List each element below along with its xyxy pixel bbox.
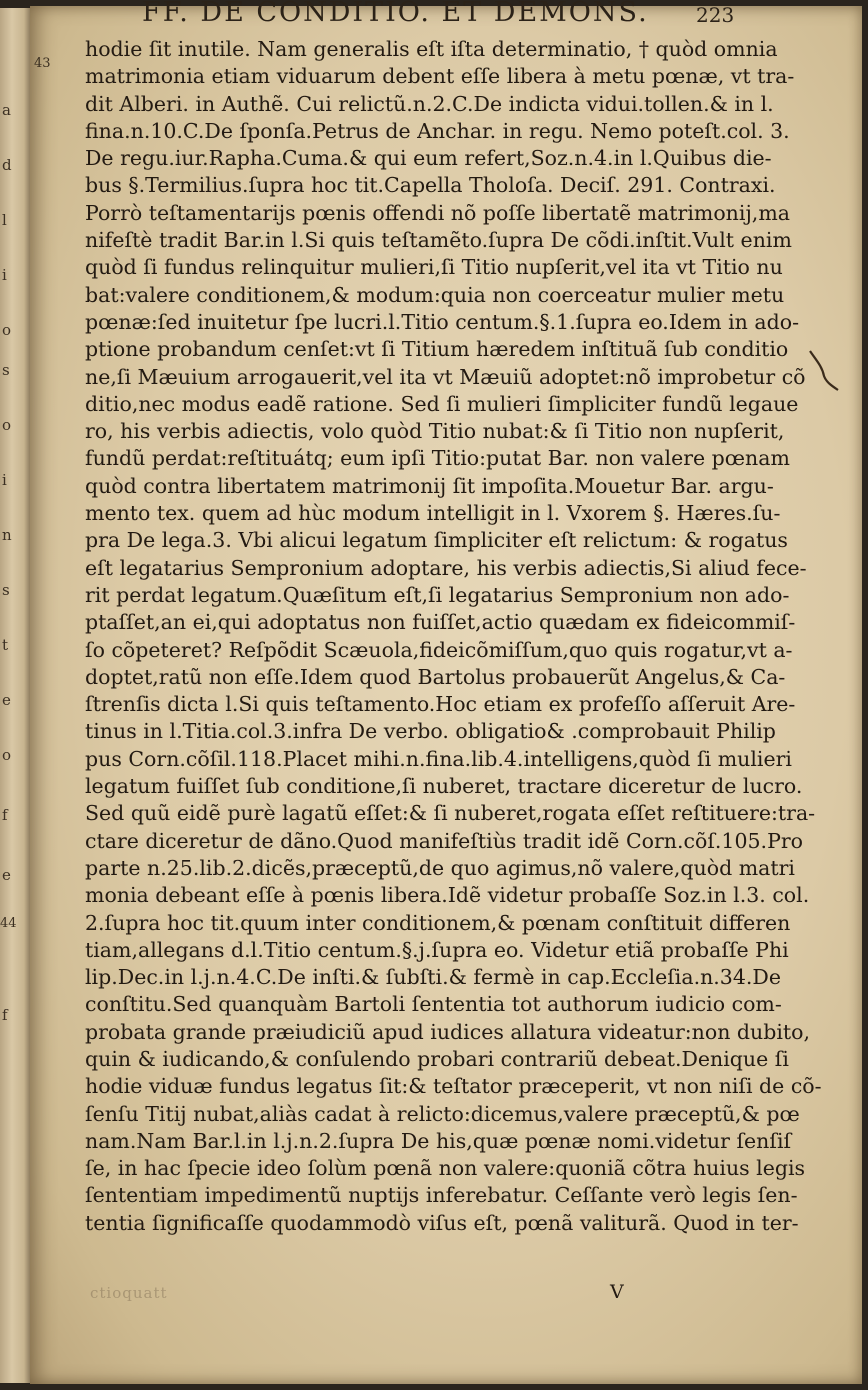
text-line: lip.Dec.in l.j.n.4.C.De inſti.& ſubſti.& fermè in cap.Eccleſia.n.34.De [85, 965, 781, 990]
gutter-char: d [2, 156, 12, 174]
text-line: Porrò teſtamentarijs pœnis offendi nõ poſſe libertatẽ matrimonij,ma [85, 200, 790, 225]
gutter-char: n [2, 526, 12, 544]
text-line: 2.ſupra hoc tit.quum inter conditionem,& pœnam conſtituit differen [85, 910, 791, 935]
gutter-char: e [2, 691, 11, 709]
text-line: De regu.iur.Rapha.Cuma.& qui eum refert,Soz.n.4.in l.Quibus die- [85, 146, 772, 171]
text-line: conſtitu.Sed quanquàm Bartoli ſententia tot authorum iudicio com- [85, 992, 782, 1017]
text-line: ſe, in hac ſpecie ideo ſolùm pœnã non valere:quoniã cõtra huius legis [85, 1156, 806, 1181]
text-line: nam.Nam Bar.l.in l.j.n.2.ſupra De his,quæ pœnæ nomi.videtur ſenſiſ [85, 1128, 792, 1153]
text-line: pœnæ:ſed inuitetur ſpe lucri.l.Titio centum.§.1.ſupra eo.Idem in ado- [85, 309, 800, 334]
text-line: parte n.25.lib.2.dicẽs,præceptũ,de quo agimus,nõ valere,quòd matri [85, 855, 795, 880]
text-line: bus §.Termilius.ſupra hoc tit.Capella Tholoſa. Deciſ. 291. Contraxi. [85, 173, 776, 198]
text-line: rit perdat legatum.Quæſitum eſt,ſi legatarius Sempronium non ado- [85, 582, 790, 607]
gutter-char: l [2, 211, 7, 229]
text-line: hodie ſit inutile. Nam generalis eſt iſta determinatio, † quòd omnia [85, 37, 778, 61]
gutter-char: t [2, 636, 9, 654]
text-line: doptet,ratũ non eſſe.Idem quod Bartolus probauerũt Angelus,& Ca- [85, 664, 786, 689]
gutter-char: o [2, 321, 12, 339]
text-line: quòd contra libertatem matrimonij ſit impoſita.Mouetur Bar. argu- [85, 473, 774, 498]
text-line: fina.n.10.C.De ſponſa.Petrus de Anchar. in regu. Nemo poteſt.col. 3. [85, 118, 790, 143]
text-line: eſt legatarius Sempronium adoptare, his verbis adiectis,Si aliud fece- [85, 555, 807, 580]
text-line: ſo cõpeteret? Reſpõdit Scæuola,fideicõmiſſum,quo quis rogatur,vt a- [85, 637, 793, 662]
text-line: probata grande præiudiciũ apud iudices allatura videatur:non dubito, [85, 1019, 811, 1044]
text-line: bat:valere conditionem,& modum:quia non coerceatur mulier metu [85, 282, 785, 307]
text-line: tentia ſignificaſſe quodammodò viſus eſt, pœnã valiturã. Quod in ter- [85, 1210, 799, 1235]
gutter-char: a [2, 101, 11, 119]
text-line: ne,ſi Mæuium arrogauerit,vel ita vt Mæuiũ adoptet:nõ improbetur cõ [85, 364, 806, 389]
text-line: hodie viduæ fundus legatus ſit:& teſtator præceperit, vt non niſi de cõ- [85, 1074, 822, 1099]
gutter-char: f [2, 806, 8, 824]
text-line: ro, his verbis adiectis, volo quòd Titio nubat:& ſi Titio non nupſerit, [85, 419, 785, 444]
margin-note-43: 43 [34, 56, 51, 71]
text-line: quòd ſi fundus relinquitur mulieri,ſi Titio nupſerit,vel ita vt Titio nu [85, 255, 783, 280]
text-line: tinus in l.Titia.col.3.infra De verbo. obligatio& .comprobauit Philip [85, 719, 776, 744]
signature-mark: V [610, 1281, 624, 1303]
text-line: tiam,allegans d.l.Titio centum.§.j.ſupra eo. Videtur etiã probaſſe Phi [85, 937, 789, 962]
gutter-char: e [2, 866, 11, 884]
gutter-char: o [2, 746, 12, 764]
left-page-edge [0, 8, 31, 1383]
text-line: ctare diceretur de dãno.Quod manifeſtiùs tradit idẽ Corn.cõſ.105.Pro [85, 828, 804, 853]
body-text [85, 36, 822, 1237]
text-line: Sed quũ eidẽ purè lagatũ eſſet:& ſi nuberet,rogata eſſet reſtituere:tra- [85, 801, 816, 826]
faded-offset-text: ctioquatt [90, 1284, 168, 1302]
gutter-char: s [2, 361, 10, 379]
text-line: nifeſtè tradit Bar.in l.Si quis teſtamẽto.ſupra De cõdi.inſtit.Vult enim [85, 228, 792, 253]
margin-note-44: 44 [0, 916, 17, 931]
text-line: pra De lega.3. Vbi alicui legatum ſimpliciter eſt relictum: & rogatus [85, 528, 788, 553]
text-line: mento tex. quem ad hùc modum intelligit in l. Vxorem §. Hæres.ſu- [85, 501, 781, 526]
text-line: pus Corn.cõſil.118.Placet mihi.n.fina.lib.4.intelligens,quòd ſi mulieri [85, 746, 792, 771]
text-line: matrimonia etiam viduarum debent eſſe libera à metu pœnæ, vt tra- [85, 64, 795, 89]
text-line: ſententiam impedimentũ nuptijs inferebatur. Ceſſante verò legis ſen- [85, 1183, 798, 1208]
gutter-char: s [2, 581, 10, 599]
text-line: legatum fuiſſet ſub conditione,ſi nuberet, tractare diceretur de lucro. [85, 774, 803, 799]
gutter-char: i [2, 266, 7, 284]
text-line: ſenſu Titij nubat,aliàs cadat à relicto:dicemus,valere præceptũ,& pœ [85, 1101, 800, 1126]
text-line: monia debeant eſſe à pœnis libera.Idẽ videtur probaſſe Soz.in l.3. col. [85, 883, 810, 908]
text-line: dit Alberi. in Authẽ. Cui relictũ.n.2.C.De indicta vidui.tollen.& in l. [85, 91, 774, 116]
gutter-char: f [2, 1006, 8, 1024]
text-line: fundũ perdat:reſtituátq; eum ipſi Titio:putat Bar. non valere pœnam [85, 446, 790, 471]
text-line: quin & iudicando,& conſulendo probari contrariũ debeat.Denique ſi [85, 1046, 789, 1071]
running-head: FF. DE CONDITIO. ET DEMONS. [142, 0, 649, 28]
gutter-char: i [2, 471, 7, 489]
page-stain-mark [802, 346, 842, 396]
text-line: ptaſſet,an ei,qui adoptatus non fuiſſet,actio quædam ex fideicommiſ- [85, 610, 796, 635]
gutter-char: o [2, 416, 12, 434]
page-number: 223 [696, 3, 735, 27]
text-line: ditio,nec modus eadẽ ratione. Sed ſi mulieri ſimpliciter fundũ legaue [85, 391, 799, 416]
text-line: ſtrenſis dicta l.Si quis teſtamento.Hoc etiam ex profeſſo aſſeruit Are- [85, 692, 796, 717]
text-line: ptione probandum cenſet:vt ſi Titium hæredem inſtituã ſub conditio [85, 337, 789, 362]
